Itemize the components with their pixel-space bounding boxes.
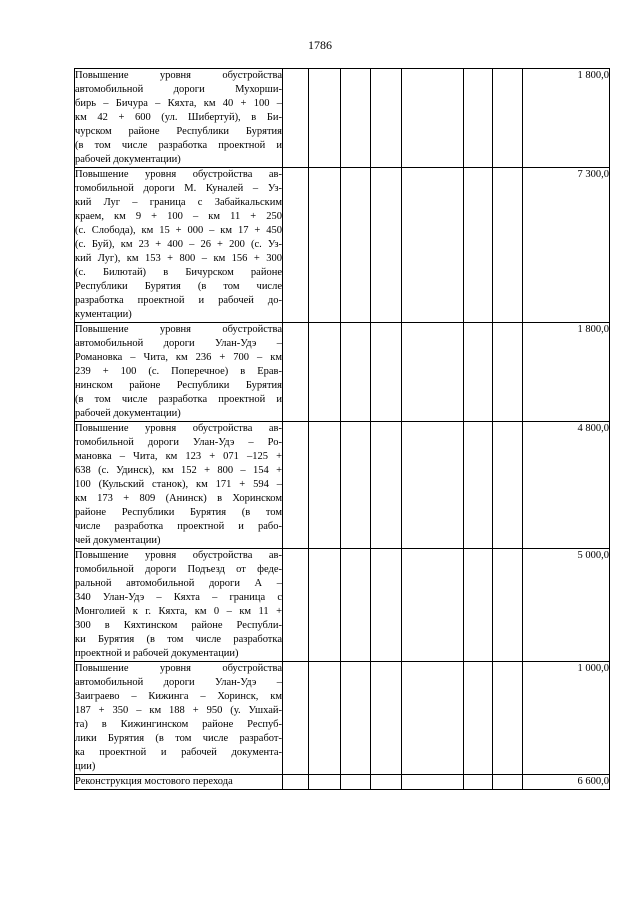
empty-cell <box>402 549 464 662</box>
description-line: Заиграево – Кижинга – Хоринск, км <box>75 691 282 702</box>
empty-cell <box>402 662 464 775</box>
description-line: проектной и рабочей документации) <box>75 648 239 659</box>
empty-cell <box>283 168 309 323</box>
empty-cell <box>283 422 309 549</box>
empty-cell <box>371 662 402 775</box>
description-line: 638 (с. Удинск), км 152 + 800 – 154 + <box>75 465 282 476</box>
description-line: (с. Слобода), км 15 + 000 – км 17 + 450 <box>75 225 282 236</box>
table-row <box>75 422 610 549</box>
empty-cell <box>493 422 523 549</box>
amount-cell: 5 000,0 <box>523 549 610 662</box>
description-line: томобильной дороги М. Куналей – Уз- <box>75 183 282 194</box>
empty-cell <box>402 422 464 549</box>
description-line: Романовка – Чита, км 236 + 700 – км <box>75 352 282 363</box>
empty-cell <box>309 168 341 323</box>
empty-cell <box>493 549 523 662</box>
description-line: автомобильной дороги Улан-Удэ – <box>75 338 282 349</box>
description-line: чей документации) <box>75 535 161 546</box>
description-line: та) в Кижингинском районе Респуб- <box>75 719 282 730</box>
empty-cell <box>402 69 464 168</box>
item-description-cell <box>75 662 283 775</box>
description-line: км 42 + 600 (ул. Шибертуй), в Би- <box>75 112 282 123</box>
amount-cell: 4 800,0 <box>523 422 610 549</box>
budget-table <box>74 68 610 790</box>
description-line: разработка проектной и рабочей до- <box>75 295 282 306</box>
empty-cell <box>493 323 523 422</box>
empty-cell <box>371 549 402 662</box>
empty-cell <box>341 662 371 775</box>
empty-cell <box>341 549 371 662</box>
amount-cell: 1 800,0 <box>523 69 610 168</box>
empty-cell <box>341 775 371 790</box>
description-line: числе разработка проектной и рабо- <box>75 521 282 532</box>
table-row <box>75 168 610 323</box>
empty-cell <box>341 323 371 422</box>
description-line: ции) <box>75 761 96 772</box>
description-line: 239 + 100 (с. Поперечное) в Ерав- <box>75 366 282 377</box>
table-row <box>75 323 610 422</box>
description-line: Повышение уровня обустройства <box>75 324 282 335</box>
description-line: лики Бурятия (в том числе разработ- <box>75 733 282 744</box>
item-description-cell <box>75 168 283 323</box>
empty-cell <box>493 168 523 323</box>
item-description-cell <box>75 549 283 662</box>
empty-cell <box>341 422 371 549</box>
empty-cell <box>283 662 309 775</box>
page-number: 1786 <box>308 38 332 52</box>
empty-cell <box>371 422 402 549</box>
empty-cell <box>371 168 402 323</box>
amount-cell: 1 000,0 <box>523 662 610 775</box>
description-line: ральной автомобильной дороги А – <box>75 578 282 589</box>
table-body <box>75 69 610 790</box>
empty-cell <box>402 323 464 422</box>
description-line: автомобильной дороги Улан-Удэ – <box>75 677 282 688</box>
empty-cell <box>341 168 371 323</box>
item-description-cell <box>75 775 283 790</box>
description-line: нинском районе Республики Бурятия <box>75 380 282 391</box>
empty-cell <box>309 775 341 790</box>
empty-cell <box>464 168 493 323</box>
description-line: томобильной дороги Подъезд от феде- <box>75 564 282 575</box>
empty-cell <box>464 323 493 422</box>
empty-cell <box>464 775 493 790</box>
amount-cell: 7 300,0 <box>523 168 610 323</box>
description-line: кий Луг), км 153 + 800 – км 156 + 300 <box>75 253 282 264</box>
description-line: Повышение уровня обустройства <box>75 663 282 674</box>
empty-cell <box>493 775 523 790</box>
description-line: ка проектной и рабочей документа- <box>75 747 282 758</box>
item-description-cell <box>75 422 283 549</box>
amount-cell: 1 800,0 <box>523 323 610 422</box>
description-line: (в том числе разработка проектной и <box>75 394 282 405</box>
description-line: 340 Улан-Удэ – Кяхта – граница с <box>75 592 282 603</box>
description-line: (с. Билютай) в Бичурском районе <box>75 267 282 278</box>
description-line: мановка – Чита, км 123 + 071 –125 + <box>75 451 282 462</box>
description-line: 187 + 350 – км 188 + 950 (у. Ушхай- <box>75 705 282 716</box>
empty-cell <box>309 662 341 775</box>
item-description-cell <box>75 69 283 168</box>
description-line: Монголией к г. Кяхта, км 0 – км 11 + <box>75 606 282 617</box>
description-line: км 173 + 809 (Анинск) в Хоринском <box>75 493 282 504</box>
description-line: (в том числе разработка проектной и <box>75 140 282 151</box>
empty-cell <box>341 69 371 168</box>
table-row <box>75 549 610 662</box>
empty-cell <box>371 323 402 422</box>
empty-cell <box>464 549 493 662</box>
description-line: рабочей документации) <box>75 408 181 419</box>
description-line: краем, км 9 + 100 – км 11 + 250 <box>75 211 282 222</box>
empty-cell <box>309 549 341 662</box>
empty-cell <box>309 69 341 168</box>
empty-cell <box>283 549 309 662</box>
empty-cell <box>493 662 523 775</box>
description-line: Повышение уровня обустройства <box>75 70 282 81</box>
description-line: чурском районе Республики Бурятия <box>75 126 282 137</box>
description-line: ки Бурятия (в том числе разработка <box>75 634 282 645</box>
description-line: автомобильной дороги Мухорши- <box>75 84 282 95</box>
empty-cell <box>283 775 309 790</box>
empty-cell <box>464 69 493 168</box>
empty-cell <box>402 168 464 323</box>
description-line: рабочей документации) <box>75 154 181 165</box>
description-line: кументации) <box>75 309 132 320</box>
description-line: бирь – Бичура – Кяхта, км 40 + 100 – <box>75 98 282 109</box>
description-line: Повышение уровня обустройства ав- <box>75 169 282 180</box>
description-line: 100 (Кульский станок), км 171 + 594 – <box>75 479 282 490</box>
empty-cell <box>283 323 309 422</box>
empty-cell <box>402 775 464 790</box>
description-line: 300 в Кяхтинском районе Республи- <box>75 620 282 631</box>
empty-cell <box>493 69 523 168</box>
description-line: кий Луг – граница с Забайкальским <box>75 197 282 208</box>
table-row <box>75 662 610 775</box>
empty-cell <box>309 323 341 422</box>
item-description-cell <box>75 323 283 422</box>
description-line: районе Республики Бурятия (в том <box>75 507 282 518</box>
description-line: Республики Бурятия (в том числе <box>75 281 282 292</box>
description-line: Повышение уровня обустройства ав- <box>75 423 282 434</box>
description-line: томобильной дороги Улан-Удэ – Ро- <box>75 437 282 448</box>
empty-cell <box>309 422 341 549</box>
amount-cell: 6 600,0 <box>523 775 610 790</box>
description-line: (с. Буй), км 23 + 400 – 26 + 200 (с. Уз- <box>75 239 282 250</box>
description-line: Реконструкция мостового перехода <box>75 776 233 787</box>
empty-cell <box>464 662 493 775</box>
table-row <box>75 69 610 168</box>
empty-cell <box>371 69 402 168</box>
table-row <box>75 775 610 790</box>
description-line: Повышение уровня обустройства ав- <box>75 550 282 561</box>
empty-cell <box>464 422 493 549</box>
empty-cell <box>283 69 309 168</box>
empty-cell <box>371 775 402 790</box>
